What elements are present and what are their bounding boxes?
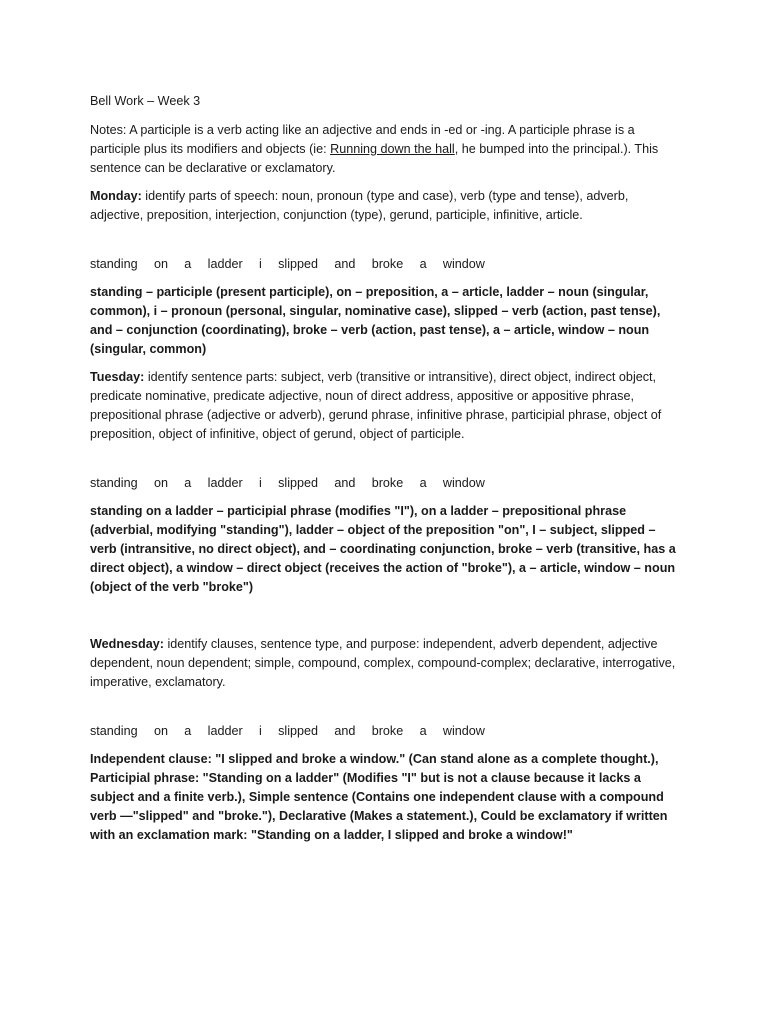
sentence-word: broke [371,257,404,271]
tuesday-instructions [90,368,680,444]
document-page [90,92,680,845]
sentence-word: i [258,476,262,490]
wednesday-sentence [90,722,485,741]
tuesday-sentence [90,474,485,493]
sentence-word: standing [90,724,138,738]
notes-paragraph [90,121,680,178]
monday-label: Monday: [90,189,142,203]
sentence-word: a [184,476,192,490]
sentence-word: and [334,476,356,490]
sentence-word: a [419,724,427,738]
wednesday-instructions [90,635,680,692]
sentence-word: a [184,724,192,738]
tuesday-label: Tuesday: [90,370,145,384]
wednesday-instructions-text: identify clauses, sentence type, and purpose: independent, adverb dependent, adjective dependent, noun dependent; simple, compound, complex, compound-complex; declarative, interrogative, imperative, exclamatory. [90,637,676,689]
wednesday-answer: Independent clause: "I slipped and broke a window." (Can stand alone as a complete thought.), Participial phrase: "Standing on a ladder" (Modifies "I" but is not a clause because it lacks a subject and a finite verb.), Simple sentence (Contains one independent clause with a compound verb —"slipped" and "broke."), Declarative (Makes a statement.), Could be exclamatory if written with an exclamation mark: "Standing on a ladder, I slipped and broke a window!" [90,752,668,842]
monday-sentence [90,255,485,274]
sentence-word: on [153,476,168,490]
sentence-word: i [258,724,262,738]
sentence-word: window [442,476,485,490]
sentence-word: broke [371,724,404,738]
tuesday-answer: standing on a ladder – participial phrase (modifies "I"), on a ladder – prepositional phrase (adverbial, modifying "standing"), ladder – object of the preposition "on", I – subject, slipped – verb (intransitive, no direct object), and – coordinating conjunction, broke – verb (transitive, has a direct object), a window – direct object (receives the action of "broke"), a – article, window – noun (object of the verb "broke") [90,504,676,594]
sentence-word: broke [371,476,404,490]
sentence-word: and [334,257,356,271]
sentence-word: standing [90,476,138,490]
notes-text-after: , he bumped into the principal.). This sentence can be declarative or exclamatory. [90,142,659,175]
monday-instructions [90,187,680,225]
tuesday-instructions-text: identify sentence parts: subject, verb (transitive or intransitive), direct object, indirect object, predicate nominative, predicate adjective, noun of direct address, appositive or appositive phrase, prepositional phrase (adjective or adverb), gerund phrase, infinitive phrase, participial phrase, object of preposition, object of infinitive, object of gerund, object of participle. [90,370,662,441]
sentence-word: slipped [278,724,319,738]
sentence-word: and [334,724,356,738]
sentence-word: ladder [207,476,243,490]
sentence-word: a [184,257,192,271]
sentence-word: on [153,257,168,271]
sentence-word: ladder [207,724,243,738]
sentence-word: window [442,257,485,271]
wednesday-label: Wednesday: [90,637,164,651]
monday-instructions-text: identify parts of speech: noun, pronoun (type and case), verb (type and tense), adverb, adjective, preposition, interjection, conjunction (type), gerund, participle, infinitive, article. [90,189,629,222]
notes-example-underlined: Running down the hall [330,142,455,156]
sentence-word: on [153,724,168,738]
sentence-word: window [442,724,485,738]
sentence-word: i [258,257,262,271]
sentence-word: slipped [278,257,319,271]
sentence-word: a [419,476,427,490]
notes-text-before: Notes: A participle is a verb acting like an adjective and ends in -ed or -ing. A participle phrase is a participle plus its modifiers and objects (ie: [90,123,635,156]
sentence-word: slipped [278,476,319,490]
sentence-word: a [419,257,427,271]
document-title: Bell Work – Week 3 [90,94,201,108]
monday-answer: standing – participle (present participle), on – preposition, a – article, ladder – noun (singular, common), i – pronoun (personal, singular, nominative case), slipped – verb (action, past tense), and – conjunction (coordinating), broke – verb (action, past tense), a – article, window – noun (singular, common) [90,285,661,356]
sentence-word: standing [90,257,138,271]
sentence-word: ladder [207,257,243,271]
